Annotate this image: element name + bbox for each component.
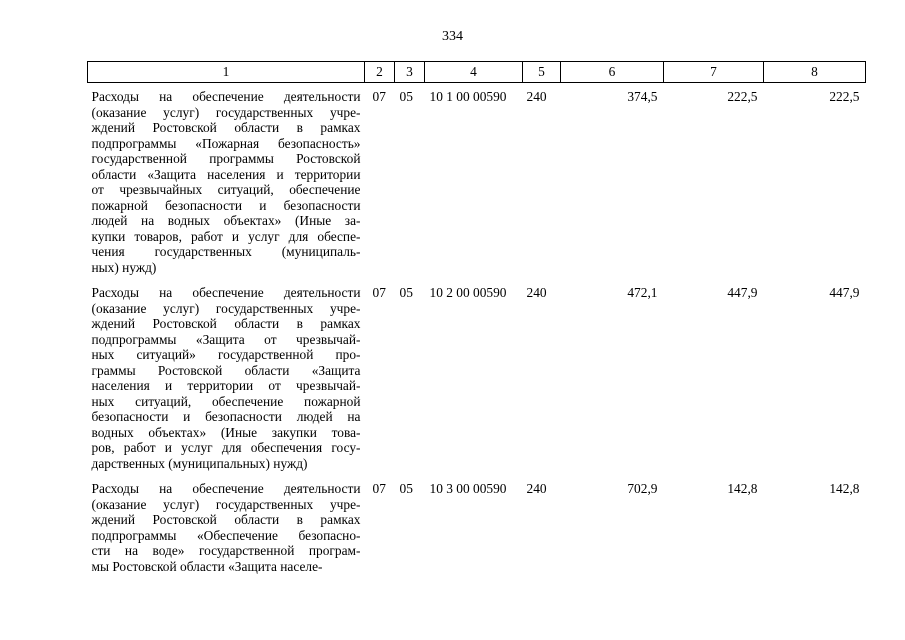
subsection-code: 05 [399,285,413,300]
header-col-3: 3 [395,62,425,83]
subsection-code: 05 [399,481,413,496]
description-line: мы Ростовской области «Защита населе- [91,558,323,574]
page-number: 334 [442,29,463,44]
amount-col-6: 702,9 [627,481,658,496]
description-line: безопасности и безопасности людей на [91,409,361,424]
description-line: подпрограммы «Обеспечение безопасно- [91,527,361,543]
description-line: ждений Ростовской области в рамках [91,512,361,527]
expense-description [88,475,365,578]
description-line: государственной программы Ростовской [91,151,361,166]
description-line: Расходы на обеспечение деятельности [91,481,361,496]
description-line: граммы Ростовской области «Защита [91,362,361,378]
amount-col-7: 142,8 [727,481,758,496]
expense-description [88,83,365,280]
description-line: подпрограммы «Защита от чрезвычай- [91,331,361,347]
target-article-code: 10 1 00 00590 [429,89,507,104]
description-line: Расходы на обеспечение деятельности [91,89,361,104]
amount-col-8: 447,9 [829,285,860,300]
expense-type-code: 240 [526,481,547,496]
table-row [88,279,866,475]
section-code: 07 [372,481,386,496]
description-line: (оказание услуг) государственных учре- [91,496,361,512]
subsection-code: 05 [399,89,413,104]
description-line: ждений Ростовской области в рамках [91,316,361,331]
header-col-4: 4 [425,62,523,83]
description-line: подпрограммы «Пожарная безопасность» [91,135,361,151]
table-row [88,475,866,578]
description-line: пожарной безопасности и безопасности [91,197,361,213]
description-line: ждений Ростовской области в рамках [91,120,361,135]
expense-description [88,279,365,475]
description-line: сти на воде» государственной програм- [91,543,361,558]
description-line: ных ситуаций, обеспечение пожарной [91,393,361,409]
description-line: дарственных (муниципальных) нужд) [91,455,308,471]
section-code: 07 [372,285,386,300]
description-line: купки товаров, работ и услуг для обеспе- [91,228,361,244]
description-line: (оказание услуг) государственных учре- [91,300,361,316]
table-row [88,83,866,280]
description-line: области «Защита населения и территории [91,166,361,182]
header-col-1: 1 [88,62,365,83]
table-body [88,83,866,579]
description-line: ров, работ и услуг для обеспечения госу- [91,440,361,455]
description-line: от чрезвычайных ситуаций, обеспечение [91,182,361,197]
amount-col-8: 222,5 [829,89,860,104]
description-line: чения государственных (муниципаль- [91,244,361,259]
header-col-6: 6 [561,62,664,83]
description-line: людей на водных объектах» (Иные за- [91,213,361,228]
section-code: 07 [372,89,386,104]
header-col-8: 8 [764,62,866,83]
amount-col-6: 374,5 [627,89,658,104]
amount-col-6: 472,1 [627,285,658,300]
amount-col-7: 447,9 [727,285,758,300]
amount-col-7: 222,5 [727,89,758,104]
header-col-5: 5 [523,62,561,83]
description-line: (оказание услуг) государственных учре- [91,104,361,120]
description-line: водных объектах» (Иные закупки това- [91,424,361,440]
description-line: ных ситуаций» государственной про- [91,347,361,362]
amount-col-8: 142,8 [829,481,860,496]
header-col-2: 2 [365,62,395,83]
target-article-code: 10 3 00 00590 [429,481,507,496]
expense-type-code: 240 [526,285,547,300]
description-line: населения и территории от чрезвычай- [91,378,361,393]
description-line: Расходы на обеспечение деятельности [91,285,361,300]
expense-type-code: 240 [526,89,547,104]
header-row [88,62,866,83]
target-article-code: 10 2 00 00590 [429,285,507,300]
budget-table [87,61,866,578]
header-col-7: 7 [664,62,764,83]
description-line: ных) нужд) [91,259,157,275]
